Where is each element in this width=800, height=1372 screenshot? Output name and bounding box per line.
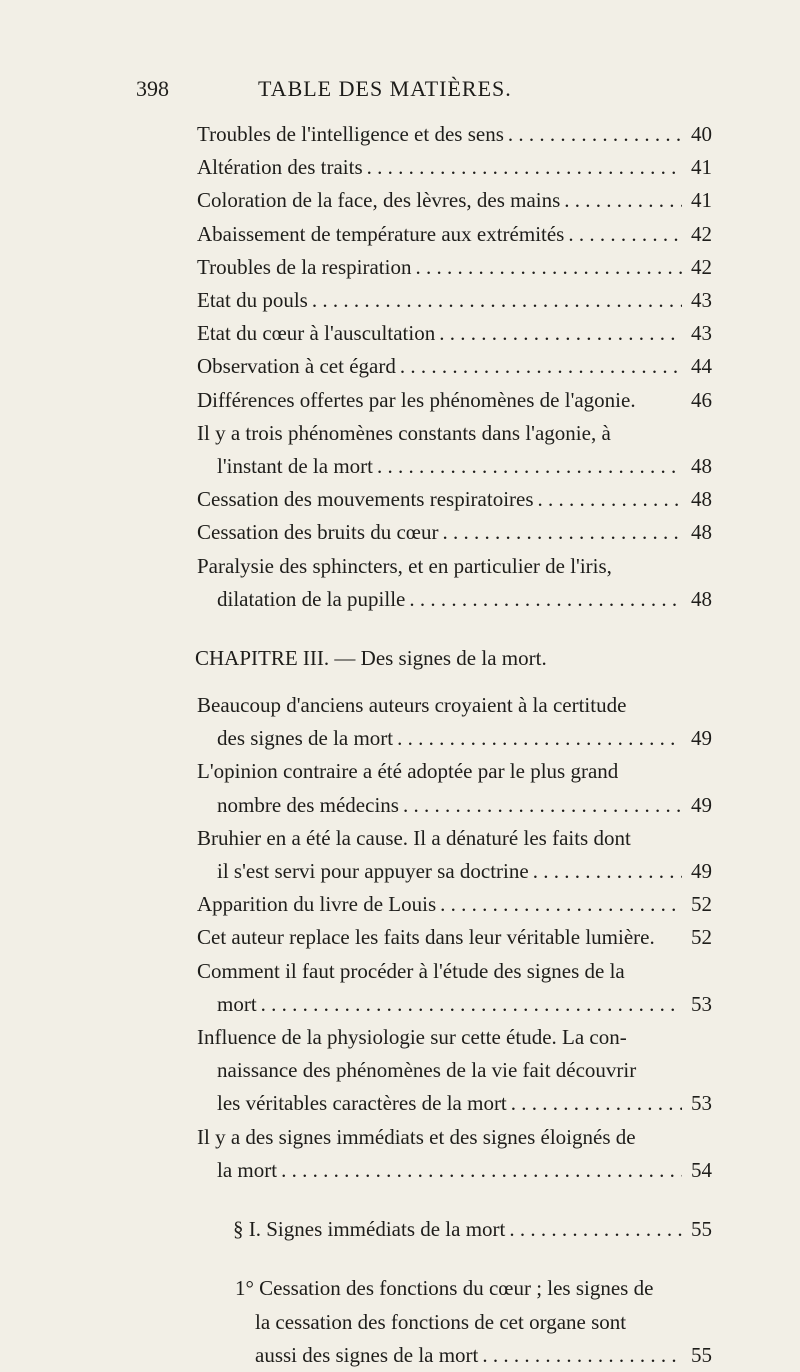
toc-entry [197, 417, 712, 483]
toc-entry [197, 550, 712, 616]
toc-entry [197, 317, 712, 350]
leader-dots [511, 1087, 682, 1120]
toc-entry [197, 1021, 712, 1121]
entry-page: 52 [691, 892, 712, 917]
entry-page: 46 [691, 387, 712, 412]
entry-page: 41 [691, 188, 712, 213]
entry-text-cont: dilatation de la pupille [217, 586, 406, 611]
entry-text-cont: nombre des médecins [217, 792, 399, 817]
running-title: TABLE DES MATIÈRES. [258, 76, 512, 101]
leader-dots [440, 888, 682, 921]
leader-dots [281, 1154, 682, 1187]
entry-text-cont: les véritables caractères de la mort [217, 1091, 507, 1116]
toc-entry [197, 888, 712, 921]
entry-page: 40 [691, 122, 712, 146]
entry-text: Apparition du livre de Louis [197, 892, 437, 917]
entry-text-cont: la mort [217, 1157, 278, 1182]
toc-entry [197, 689, 712, 755]
entry-page: 53 [691, 991, 712, 1016]
toc-entry [197, 251, 712, 284]
leader-dots [568, 218, 682, 251]
leader-dots [482, 1339, 682, 1372]
entry-page: 55 [691, 1342, 712, 1367]
leader-dots [442, 516, 682, 549]
page-number: 398 [136, 76, 169, 101]
section-text: § I. Signes immédiats de la mort [233, 1217, 506, 1242]
entry-text: 1° Cessation des fonctions du cœur ; les signes de [235, 1276, 654, 1301]
toc-entry [235, 1272, 712, 1372]
leader-dots [508, 118, 682, 151]
entry-text: Etat du cœur à l'auscultation [197, 321, 436, 346]
entry-text: Coloration de la face, des lèvres, des mains [197, 188, 561, 213]
leader-dots [533, 855, 682, 888]
leader-dots [400, 350, 682, 383]
entry-text: Cet auteur replace les faits dans leur véritable lumière. [197, 925, 655, 950]
leader-dots [377, 450, 682, 483]
entry-text-mid: naissance des phénomènes de la vie fait découvrir [217, 1058, 637, 1083]
entry-text: Etat du pouls [197, 288, 308, 313]
toc-entry [197, 955, 712, 1021]
entry-text: Beaucoup d'anciens auteurs croyaient à la certitude [197, 693, 627, 718]
toc-entry [197, 284, 712, 317]
toc-entry [197, 184, 712, 217]
leader-dots [403, 789, 682, 822]
toc-entry [197, 151, 712, 184]
entry-page: 43 [691, 288, 712, 313]
toc-entry [197, 921, 712, 954]
toc-entry [197, 483, 712, 516]
entry-text: Cessation des mouvements respiratoires [197, 487, 534, 512]
entry-text: Cessation des bruits du cœur [197, 520, 439, 545]
running-header [0, 76, 800, 106]
toc-entry [197, 1121, 712, 1187]
entry-page: 55 [691, 1217, 712, 1242]
entry-page: 49 [691, 726, 712, 751]
entry-text: Il y a trois phénomènes constants dans l'agonie, à [197, 420, 611, 445]
leader-dots [397, 722, 682, 755]
entry-text-cont: des signes de la mort [217, 726, 394, 751]
entry-page: 49 [691, 792, 712, 817]
chapter-heading: CHAPITRE III. — Des signes de la mort. [195, 646, 547, 671]
entry-text-cont: il s'est servi pour appuyer sa doctrine [217, 859, 529, 884]
entry-text: L'opinion contraire a été adoptée par le plus grand [197, 759, 619, 784]
entry-text-cont: aussi des signes de la mort [255, 1342, 479, 1367]
entry-text: Bruhier en a été la cause. Il a dénaturé les faits dont [197, 825, 631, 850]
leader-dots [538, 483, 682, 516]
entry-page: 43 [691, 321, 712, 346]
leader-dots [367, 151, 682, 184]
leader-dots [409, 583, 682, 616]
entry-text: Troubles de l'intelligence et des sens [197, 122, 504, 146]
toc-entry [197, 218, 712, 251]
entry-page: 49 [691, 859, 712, 884]
entry-text: Différences offertes par les phénomènes de l'agonie. [197, 387, 636, 412]
entry-text-cont: l'instant de la mort [217, 454, 374, 479]
entry-page: 41 [691, 155, 712, 180]
entry-page: 48 [691, 520, 712, 545]
leader-dots [261, 988, 682, 1021]
table-of-contents [197, 118, 712, 1372]
entry-page: 53 [691, 1091, 712, 1116]
toc-entry [197, 384, 712, 417]
entry-page: 48 [691, 586, 712, 611]
leader-dots [312, 284, 682, 317]
leader-dots [415, 251, 682, 284]
entry-text: Altération des traits [197, 155, 363, 180]
entry-page: 54 [691, 1157, 712, 1182]
entry-text: Paralysie des sphincters, et en particulier de l'iris, [197, 553, 612, 578]
entry-text-cont: mort [217, 991, 257, 1016]
leader-dots [564, 184, 682, 217]
entry-page: 42 [691, 254, 712, 279]
entry-text: Il y a des signes immédiats et des signes éloignés de [197, 1124, 636, 1149]
toc-entry [197, 350, 712, 383]
entry-list [197, 118, 712, 616]
entry-page: 44 [691, 354, 712, 379]
entry-text: Influence de la physiologie sur cette étude. La con- [197, 1025, 627, 1050]
entry-text: Comment il faut procéder à l'étude des signes de la [197, 958, 625, 983]
entry-text: Observation à cet égard [197, 354, 396, 379]
entry-list [197, 689, 712, 1187]
leader-dots [439, 317, 682, 350]
entry-text: Abaissement de température aux extrémités [197, 221, 565, 246]
toc-entry [197, 755, 712, 821]
entry-page: 52 [691, 925, 712, 950]
section-heading [233, 1213, 712, 1246]
entry-text-mid: la cessation des fonctions de cet organe sont [255, 1309, 627, 1334]
toc-entry [197, 822, 712, 888]
entry-page: 48 [691, 454, 712, 479]
toc-entry [197, 118, 712, 151]
entry-text: Troubles de la respiration [197, 254, 412, 279]
toc-entry [197, 516, 712, 549]
leader-dots [509, 1213, 682, 1246]
entry-page: 48 [691, 487, 712, 512]
entry-page: 42 [691, 221, 712, 246]
